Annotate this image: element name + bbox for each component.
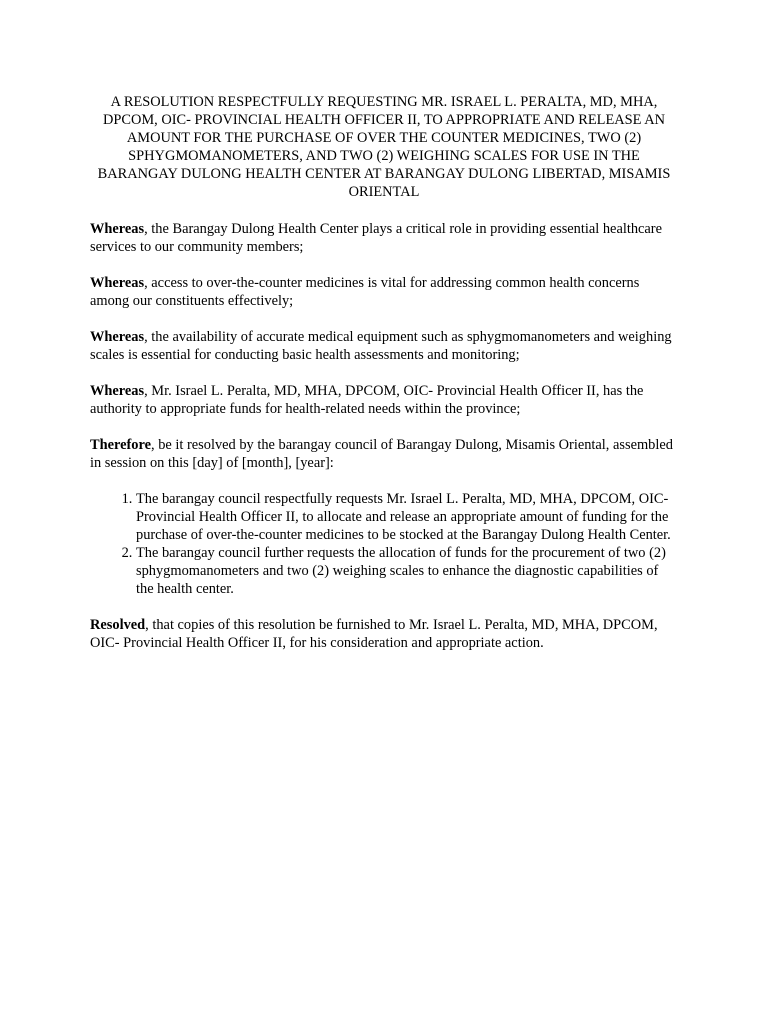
- whereas-lead: Whereas: [90, 275, 145, 292]
- whereas-text: , the Barangay Dulong Health Center plays a critical role in providing essential healthcare services to our community members;: [90, 221, 662, 256]
- whereas-lead: Whereas: [90, 383, 145, 400]
- list-item: 2. The barangay council further requests the allocation of funds for the procurement of two (2) sphygmomanometers and two (2) weighing scales to enhance the diagnostic capabilities of the health center.: [136, 544, 678, 598]
- whereas-text: , Mr. Israel L. Peralta, MD, MHA, DPCOM, OIC- Provincial Health Officer II, has the authority to appropriate funds for health-related needs within the province;: [90, 383, 644, 418]
- resolved-lead: Resolved: [90, 617, 146, 634]
- whereas-clause-2: [90, 274, 678, 310]
- whereas-clause-3: [90, 328, 678, 364]
- therefore-lead: Therefore: [90, 437, 152, 454]
- resolved-clause: [90, 616, 678, 652]
- list-item: 1. The barangay council respectfully requests Mr. Israel L. Peralta, MD, MHA, DPCOM, OIC- Provincial Health Officer II, to allocate and release an appropriate amount of funding for the purchase of over-the-counter medicines to be stocked at the Barangay Dulong Health Center.: [136, 490, 678, 544]
- whereas-clause-1: [90, 220, 678, 256]
- whereas-clause-4: [90, 382, 678, 418]
- resolution-title: A RESOLUTION RESPECTFULLY REQUESTING MR. ISRAEL L. PERALTA, MD, MHA, DPCOM, OIC- PROVINCIAL HEALTH OFFICER II, TO APPROPRIATE AND RELEASE AN AMOUNT FOR THE PURCHASE OF OVER THE COUNTER MEDICINES, TWO (2) SPHYGMOMANOMETERS, AND TWO (2) WEIGHING SCALES FOR USE IN THE BARANGAY DULONG HEALTH CENTER AT BARANGAY DULONG LIBERTAD, MISAMIS ORIENTAL: [97, 94, 671, 200]
- resolved-text: , that copies of this resolution be furnished to Mr. Israel L. Peralta, MD, MHA, DPCOM, OIC- Provincial Health Officer II, for his consideration and appropriate action.: [90, 617, 658, 652]
- whereas-text: , access to over-the-counter medicines is vital for addressing common health concerns among our constituents effectively;: [90, 275, 640, 310]
- resolution-items-list: [90, 490, 678, 598]
- whereas-lead: Whereas: [90, 221, 145, 238]
- therefore-clause: [90, 436, 678, 472]
- whereas-text: , the availability of accurate medical equipment such as sphygmomanometers and weighing scales is essential for conducting basic health assessments and monitoring;: [90, 329, 672, 364]
- whereas-lead: Whereas: [90, 329, 145, 346]
- therefore-text: , be it resolved by the barangay council of Barangay Dulong, Misamis Oriental, assembled in session on this [day] of [month], [year]:: [90, 437, 673, 472]
